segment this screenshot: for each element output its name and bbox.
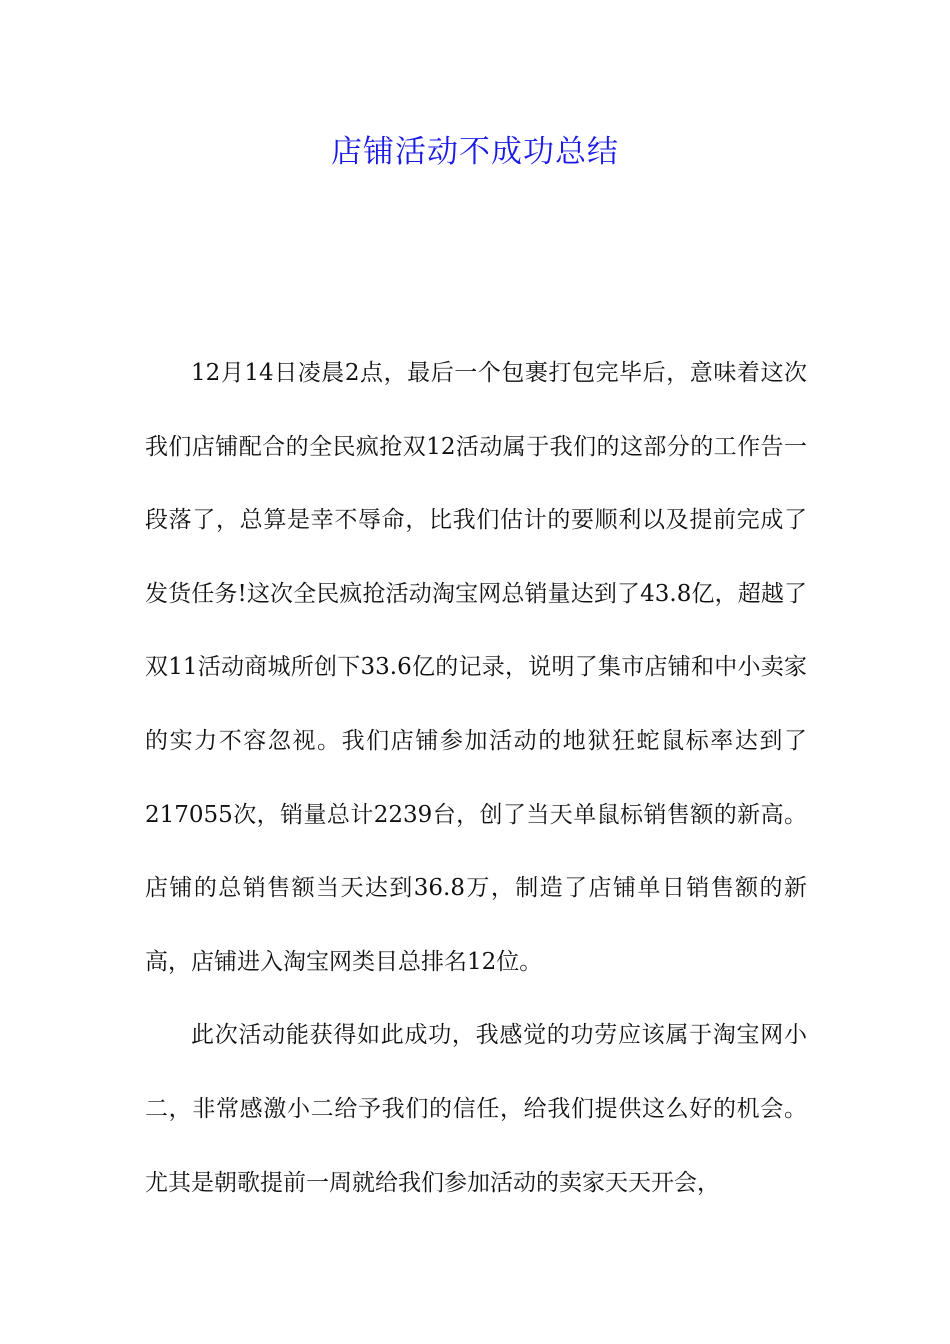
- document-title: 店铺活动不成功总结: [331, 134, 619, 170]
- paragraph-1: 12月14日凌晨2点，最后一个包裹打包完毕后，意味着这次我们店铺配合的全民疯抢双12活动属于我们的这部分的工作告一段落了，总算是幸不辱命，比我们估计的要顺利以及提前完成了发货任务!这次全民疯抢活动淘宝网总销量达到了43.8亿，超越了双11活动商城所创下33.6亿的记录，说明了集市店铺和中小卖家的实力不容忽视。我们店铺参加活动的地狱狂蛇鼠标率达到了217055次，销量总计2239台，创了当天单鼠标销售额的新高。店铺的总销售额当天达到36.8万，制造了店铺单日销售额的新高，店铺进入淘宝网类目总排名12位。: [145, 360, 807, 975]
- document-body: [145, 337, 807, 1220]
- paragraph-2: 此次活动能获得如此成功，我感觉的功劳应该属于淘宝网小二，非常感激小二给予我们的信任，给我们提供这么好的机会。尤其是朝歌提前一周就给我们参加活动的卖家天天开会，: [145, 1022, 807, 1196]
